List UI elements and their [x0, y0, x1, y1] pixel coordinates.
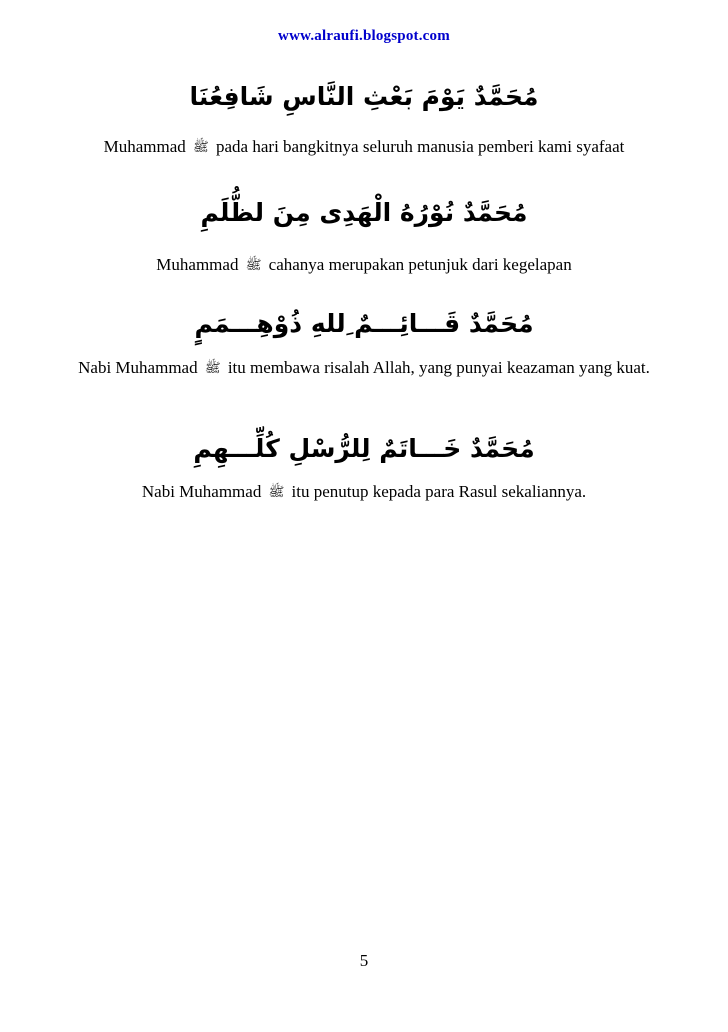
page-number: 5 — [359, 951, 369, 970]
translation-3-subject: Nabi Muhammad — [78, 358, 198, 377]
translation-1-text: pada hari bangkitnya seluruh manusia pemberi kami syafaat — [216, 137, 625, 156]
verse-block-1 — [0, 80, 728, 114]
translation-2-subject: Muhammad — [156, 255, 239, 274]
translation-block-1 — [0, 136, 728, 158]
translation-1 — [64, 136, 664, 158]
arabic-verse-3: مُحَمَّدٌ قَـــائِـــمٌ ِللهِ ذُوْهِـــمَمٍ — [194, 309, 534, 338]
salawat-symbol: ﷺ — [268, 485, 285, 500]
website-header-link[interactable]: www.alraufi.blogspot.com — [278, 28, 450, 44]
verse-block-3 — [0, 307, 728, 341]
verse-block-4 — [0, 432, 728, 466]
translation-4 — [24, 481, 704, 503]
arabic-verse-2: مُحَمَّدٌ نُوْرُهُ الْهَدِى مِنَ لظُّلَمِ — [200, 198, 528, 227]
translation-block-3 — [0, 357, 728, 379]
translation-3-text: itu membawa risalah Allah, yang punyai keazaman yang kuat. — [227, 358, 650, 377]
translation-block-4 — [0, 481, 728, 503]
verse-block-2 — [0, 196, 728, 230]
arabic-verse-4: مُحَمَّدٌ خَـــاتَمٌ لِلرُّسْلِ كُلِّـــهِمِ — [193, 434, 535, 463]
translation-block-2 — [0, 254, 728, 276]
translation-2 — [44, 254, 684, 276]
translation-4-text: itu penutup kepada para Rasul sekaliannya. — [291, 482, 587, 501]
translation-4-subject: Nabi Muhammad — [141, 482, 262, 501]
arabic-verse-1: مُحَمَّدٌ يَوْمَ بَعْثِ النَّاسِ شَافِعُنَا — [189, 82, 539, 111]
salawat-symbol: ﷺ — [204, 361, 221, 376]
salawat-symbol: ﷺ — [193, 140, 209, 155]
salawat-symbol: ﷺ — [245, 258, 262, 273]
translation-1-subject: Muhammad — [103, 137, 186, 156]
translation-3 — [54, 357, 674, 379]
translation-2-text: cahanya merupakan petunjuk dari kegelapan — [268, 255, 572, 274]
